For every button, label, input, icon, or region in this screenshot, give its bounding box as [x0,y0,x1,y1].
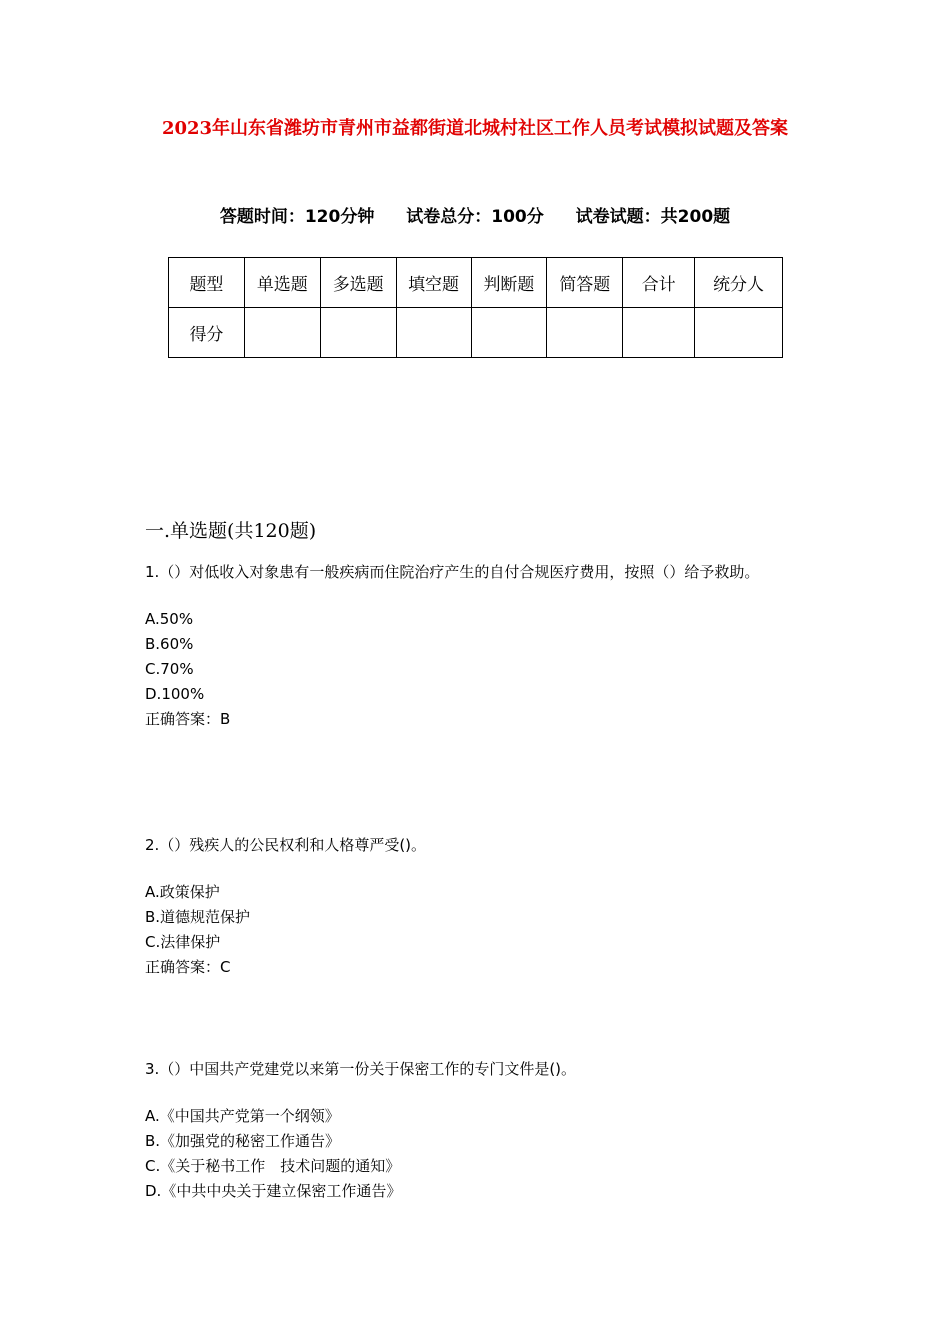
option: D.100% [145,685,205,703]
question-options [145,607,810,732]
question-3 [145,1056,810,1204]
score-cell [695,308,783,358]
section-heading: 一.单选题(共120题) [145,520,317,542]
option: C.70% [145,660,194,678]
option: A.《中国共产党第一个纲领》 [145,1107,340,1125]
option: C.《关于秘书工作 技术问题的通知》 [145,1157,401,1175]
question-options [145,1104,810,1204]
score-table-header-cell: 统分人 [695,258,783,308]
score-cell [623,308,695,358]
exam-total-score: 试卷总分：100分 [406,207,544,227]
score-table-header-cell: 单选题 [244,258,320,308]
score-cell [320,308,396,358]
option: B.《加强党的秘密工作通告》 [145,1132,341,1150]
option: A.政策保护 [145,883,220,901]
question-options [145,880,810,980]
question-stem: 1.（）对低收入对象患有一般疾病而住院治疗产生的自付合规医疗费用，按照（）给予救助。 [145,563,760,581]
option: C.法律保护 [145,933,221,951]
score-cell [244,308,320,358]
exam-info [0,202,950,227]
option: A.50% [145,610,194,628]
score-table-header-cell: 题型 [169,258,245,308]
score-table-header-row [169,258,783,308]
option: B.道德规范保护 [145,908,251,926]
correct-answer: 正确答案：B [145,710,231,728]
score-cell [471,308,547,358]
question-stem: 2.（）残疾人的公民权利和人格尊严受()。 [145,836,427,854]
score-table-header-cell: 多选题 [320,258,396,308]
exam-question-count: 试卷试题：共200题 [575,207,731,227]
option: D.《中共中央关于建立保密工作通告》 [145,1182,402,1200]
score-table-header-cell: 判断题 [471,258,547,308]
score-cell [547,308,623,358]
score-row-label: 得分 [169,308,245,358]
score-table-header-cell: 简答题 [547,258,623,308]
score-cell [396,308,471,358]
score-table-header-cell: 合计 [623,258,695,308]
document-title: 2023年山东省潍坊市青州市益都街道北城村社区工作人员考试模拟试题及答案 [161,118,789,139]
question-2 [145,832,810,980]
score-table [168,257,783,358]
exam-time: 答题时间：120分钟 [219,207,375,227]
score-table-score-row [169,308,783,358]
option: B.60% [145,635,194,653]
question-stem: 3.（）中国共产党建党以来第一份关于保密工作的专门文件是()。 [145,1060,577,1078]
correct-answer: 正确答案：C [145,958,231,976]
score-table-header-cell: 填空题 [396,258,471,308]
question-1 [145,559,810,732]
